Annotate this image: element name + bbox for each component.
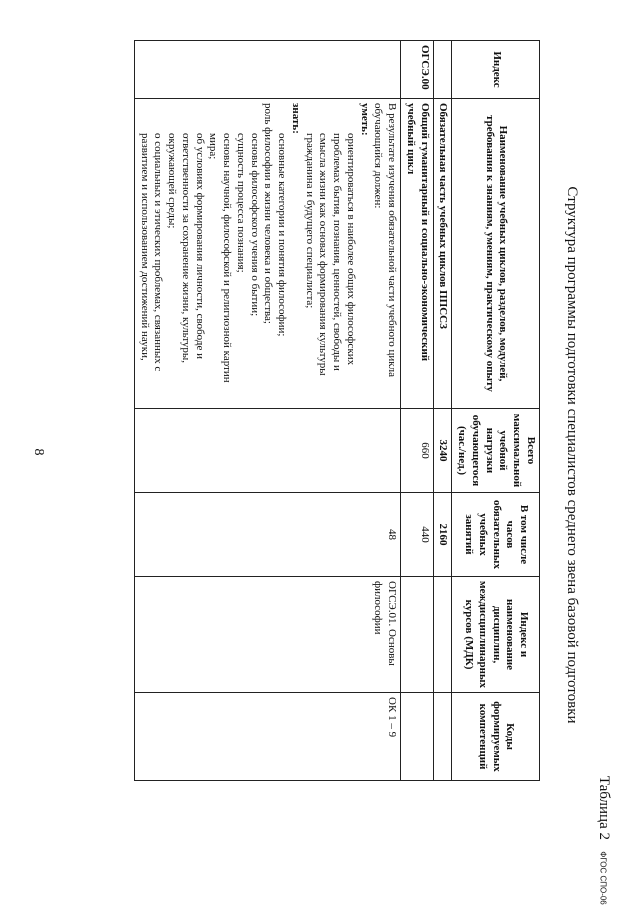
detail-req: 48 [135,493,401,577]
know-item: сущность процесса познания; [235,133,247,273]
structure-table [134,40,540,781]
know-label: знать: [290,103,302,134]
skills-text: ориентироваться в наиболее общих философских проблемах бытия, познания, ценностей, свободы и смысла жизни как основах формирования культуры гражданина и будущего специалиста; [303,133,357,376]
detail-codes: ОК 1 – 9 [135,693,401,781]
page-number: 8 [31,448,46,456]
mandatory-req: 2160 [433,493,452,577]
skills-label: уметь: [358,103,371,136]
rotated-table-sheet [20,40,620,870]
table-label: Таблица 2 [596,775,612,840]
know-item: основы философского учения о бытии; [248,133,261,317]
know-item: о социальных и этических проблемах, связанных с развитием и использованием достижений науки, [138,133,165,372]
detail-requirements [135,99,401,409]
header-max-load: Всего максимальной учебной нагрузки обучающегося (час./нед.) [452,409,540,493]
know-item: роль философии в жизни человека и общества; [262,103,275,324]
table-row [433,41,452,781]
detail-discipline: ОГСЭ.01. Основы философии [135,577,401,693]
know-item: основы научной, философской и религиозной картин мира; [207,133,234,383]
know-item: основные категории и понятия философии; [276,133,289,337]
detail-intro: В результате изучения обязательной части учебного цикла обучающийся должен: [372,103,399,377]
header-discipline: Индекс и наименование дисциплин, междисциплинарных курсов (МДК) [452,577,540,693]
cycle-index: ОГСЭ.00 [401,41,434,99]
cycle-req: 440 [401,493,434,577]
know-item: об условиях формирования личности, свободе и ответственности за сохранение жизни, культуры, окружающей среды; [166,133,206,364]
mandatory-max: 3240 [433,409,452,493]
table-row [401,41,434,781]
mandatory-part-name: Обязательная часть учебных циклов ППССЗ [433,99,452,409]
table-row [135,41,401,781]
header-codes: Коды формируемых компетенций [452,693,540,781]
header-index: Индекс [452,41,540,99]
cycle-name: Общий гуманитарный и социально-экономический учебный цикл [401,99,434,409]
page-title: Структура программы подготовки специалистов среднего звена базовой подготовки [564,186,580,724]
footer-code: ФГОС СПО-06 [598,851,608,905]
cycle-max: 660 [401,409,434,493]
header-name: Наименование учебных циклов, разделов, модулей, требования к знаниям, умениям, практическому опыту [452,99,540,409]
table-header-row [452,41,540,781]
header-required: В том числе часов обязательных учебных занятий [452,493,540,577]
